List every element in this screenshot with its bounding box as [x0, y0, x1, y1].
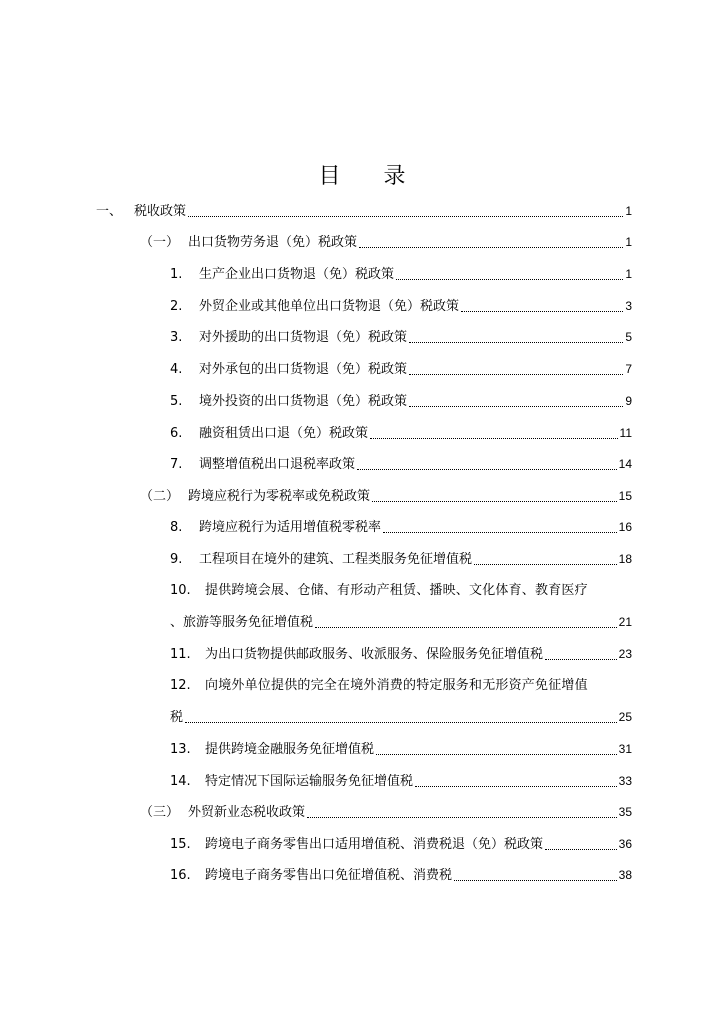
toc-entry-page: 9 — [625, 394, 632, 408]
toc-entry-number: （三） — [140, 805, 180, 820]
toc-leader-dots — [370, 437, 618, 439]
toc-entry-page: 14 — [618, 457, 632, 471]
toc-entry-text: 对外承包的出口货物退（免）税政策 — [199, 362, 408, 377]
toc-entry-page: 3 — [625, 299, 632, 313]
toc-entry-number: 14. — [170, 774, 191, 789]
toc-entry-text: 外贸新业态税收政策 — [188, 805, 306, 820]
toc-entry-level3[interactable] — [170, 422, 632, 444]
toc-entry-page: 15 — [618, 489, 632, 503]
toc-entry-text: 提供跨境会展、仓储、有形动产租赁、播映、文化体育、教育医疗 — [205, 583, 588, 598]
toc-entry-page: 36 — [618, 837, 632, 851]
toc-leader-dots — [357, 468, 617, 470]
toc-entry-level3[interactable] — [170, 390, 632, 412]
toc-entry-page: 38 — [618, 868, 632, 882]
toc-entry-text: 、旅游等服务免征增值税 — [170, 615, 314, 630]
toc-entry-number: 15. — [170, 837, 191, 852]
toc-entry-text: 税 — [170, 710, 184, 725]
toc-entry-number: 3. — [170, 330, 183, 345]
toc-entry-level3-wrapped[interactable] — [170, 580, 632, 602]
toc-leader-dots — [545, 848, 617, 850]
toc-leader-dots — [315, 626, 617, 628]
toc-entry-page: 1 — [625, 235, 632, 249]
toc-entry-number: 12. — [170, 678, 191, 693]
toc-entry-text: 跨境电子商务零售出口适用增值税、消费税退（免）税政策 — [205, 837, 544, 852]
toc-entry-number: 4. — [170, 362, 183, 377]
toc-leader-dots — [396, 278, 623, 280]
toc-entry-number: 8. — [170, 520, 183, 535]
toc-entry-number: 7. — [170, 457, 183, 472]
toc-entry-level3[interactable] — [170, 548, 632, 570]
toc-entry-level3[interactable] — [170, 516, 632, 538]
toc-entry-number: （二） — [140, 489, 180, 504]
toc-entry-page: 35 — [618, 805, 632, 819]
toc-entry-number: 16. — [170, 868, 191, 883]
toc-entry-level2[interactable] — [140, 801, 632, 823]
toc-entry-number: 1. — [170, 267, 183, 282]
toc-entry-number: 6. — [170, 426, 183, 441]
toc-title: 目 录 — [318, 164, 424, 189]
toc-entry-number: 10. — [170, 583, 191, 598]
toc-leader-dots — [372, 500, 617, 502]
toc-leader-dots — [383, 531, 617, 533]
toc-leader-dots — [307, 816, 617, 818]
toc-entry-page: 7 — [625, 362, 632, 376]
toc-entry-level2[interactable] — [140, 485, 632, 507]
toc-entry-text: 出口货物劳务退（免）税政策 — [188, 235, 358, 250]
toc-entry-number: 9. — [170, 552, 183, 567]
toc-entry-page: 1 — [625, 267, 632, 281]
toc-leader-dots — [545, 658, 617, 660]
toc-entry-level3[interactable] — [170, 833, 632, 855]
toc-entry-level3[interactable] — [170, 358, 632, 380]
toc-entry-text: 工程项目在境外的建筑、工程类服务免征增值税 — [199, 552, 473, 567]
toc-entry-level1[interactable] — [96, 200, 632, 222]
toc-entry-text: 为出口货物提供邮政服务、收派服务、保险服务免征增值税 — [205, 647, 544, 662]
toc-leader-dots — [409, 405, 623, 407]
toc-entry-level3[interactable] — [170, 263, 632, 285]
toc-entry-level3[interactable] — [170, 453, 632, 475]
toc-entry-page: 16 — [618, 520, 632, 534]
toc-entry-number: 13. — [170, 742, 191, 757]
toc-entry-page: 25 — [618, 710, 632, 724]
toc-entry-level3[interactable] — [170, 295, 632, 317]
toc-entry-text: 跨境电子商务零售出口免征增值税、消费税 — [205, 868, 453, 883]
toc-leader-dots — [409, 341, 623, 343]
toc-entry-text: 调整增值税出口退税率政策 — [199, 457, 356, 472]
toc-entry-page: 18 — [618, 552, 632, 566]
toc-entry-text: 向境外单位提供的完全在境外消费的特定服务和无形资产免征增值 — [205, 678, 588, 693]
toc-leader-dots — [474, 563, 617, 565]
toc-entry-page: 1 — [625, 204, 632, 218]
toc-entry-continuation[interactable] — [170, 706, 632, 728]
toc-entry-continuation[interactable] — [170, 611, 632, 633]
toc-entry-number: 5. — [170, 394, 183, 409]
toc-entry-text: 对外援助的出口货物退（免）税政策 — [199, 330, 408, 345]
toc-entry-number: 一、 — [96, 204, 123, 219]
toc-entry-number: 2. — [170, 299, 183, 314]
toc-entry-page: 33 — [618, 774, 632, 788]
toc-entry-page: 5 — [625, 330, 632, 344]
toc-entry-level3[interactable] — [170, 864, 632, 886]
toc-entry-level3[interactable] — [170, 738, 632, 760]
toc-leader-dots — [454, 879, 617, 881]
toc-entry-page: 23 — [618, 647, 632, 661]
toc-leader-dots — [376, 753, 617, 755]
toc-entry-number: （一） — [140, 235, 180, 250]
toc-entry-text: 融资租赁出口退（免）税政策 — [199, 426, 369, 441]
toc-entry-level3[interactable] — [170, 643, 632, 665]
toc-leader-dots — [415, 785, 617, 787]
toc-entry-page: 11 — [619, 426, 632, 440]
toc-entry-page: 21 — [618, 615, 632, 629]
toc-entry-text: 跨境应税行为零税率或免税政策 — [188, 489, 371, 504]
toc-entry-text: 提供跨境金融服务免征增值税 — [205, 742, 375, 757]
toc-entry-text: 特定情况下国际运输服务免征增值税 — [205, 774, 414, 789]
toc-entry-text: 境外投资的出口货物退（免）税政策 — [199, 394, 408, 409]
toc-entry-level3[interactable] — [170, 326, 632, 348]
toc-entry-text: 税收政策 — [134, 204, 187, 219]
toc-leader-dots — [409, 373, 623, 375]
toc-entry-text: 跨境应税行为适用增值税零税率 — [199, 520, 382, 535]
toc-leader-dots — [188, 215, 623, 217]
toc-entry-level2[interactable] — [140, 231, 632, 253]
toc-entry-page: 31 — [618, 742, 632, 756]
toc-leader-dots — [359, 246, 623, 248]
toc-entry-level3-wrapped[interactable] — [170, 675, 632, 697]
toc-leader-dots — [461, 310, 623, 312]
toc-entry-level3[interactable] — [170, 770, 632, 792]
toc-entry-text: 外贸企业或其他单位出口货物退（免）税政策 — [199, 299, 460, 314]
toc-entry-number: 11. — [170, 647, 191, 662]
toc-leader-dots — [185, 721, 617, 723]
toc-entry-text: 生产企业出口货物退（免）税政策 — [199, 267, 395, 282]
